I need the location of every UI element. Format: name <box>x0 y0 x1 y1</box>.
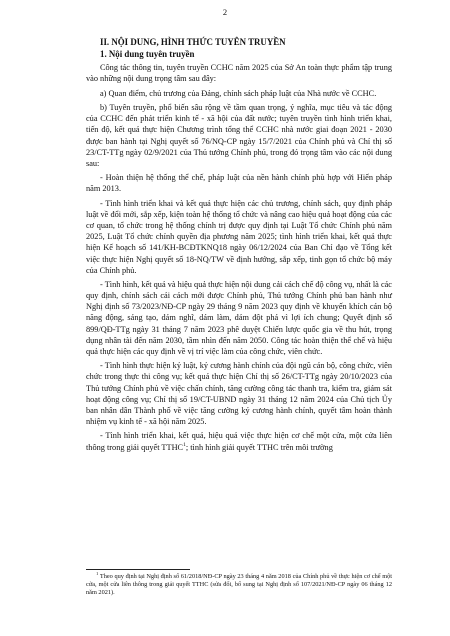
footnote-divider <box>86 569 190 570</box>
paragraph-bullet-institutions: - Hoàn thiện hệ thống thể chế, pháp luật của nền hành chính phù hợp với Hiến pháp năm 2013. <box>86 173 392 194</box>
footnote-reference: 1 <box>183 441 186 448</box>
page-body <box>86 37 392 456</box>
footnote <box>86 570 392 597</box>
paragraph-one-stop-text: - Tình hình triển khai, kết quả, hiệu quả việc thực hiện cơ chế một cửa, một cửa liên thông trong giải quyết TTHC <box>86 431 392 452</box>
paragraph-b: b) Tuyên truyền, phổ biến sâu rộng về tầm quan trọng, ý nghĩa, mục tiêu và tác động của CCHC đến phát triển kinh tế - xã hội của đất nước; tuyên truyền tình hình triển khai, tiến độ, kết quả thực hiện Chương trình tổng thể CCHC nhà nước giai đoạn 2021 - 2030 được ban hành tại Nghị quyết số 76/NQ-CP ngày 15/7/2021 của Chính phủ và Chỉ thị số 23/CT-TTg ngày 02/9/2021 của Thủ tướng Chính phủ, trong đó trọng tâm vào các nội dung sau: <box>86 103 392 168</box>
page-number: 2 <box>222 7 228 17</box>
paragraph-a: a) Quan điểm, chủ trương của Đảng, chính sách pháp luật của Nhà nước về CCHC. <box>100 88 377 98</box>
paragraph-bullet-organization: - Tình hình triển khai và kết quả thực hiện các chủ trương, chính sách, quy định pháp luật về đổi mới, sắp xếp, kiện toàn hệ thống tổ chức và nâng cao hiệu quả hoạt động của các cơ quan, tổ chức trong hệ thống chính trị được quy định tại Luật Tổ chức Chính phủ năm 2025, Luật Tổ chức chính quyền địa phương năm 2025; tình hình triển khai, kết quả thực hiện Kế hoạch số 141/KH-BCĐTKNQ18 ngày 06/12/2024 của Ban Chỉ đạo về Tổng kết việc thực hiện Nghị quyết số 18-NQ/TW về định hướng, sắp xếp, tinh gọn tổ chức bộ máy của Chính phủ. <box>86 199 392 275</box>
paragraph-bullet-civil-service: - Tình hình, kết quả và hiệu quả thực hiện nội dung cải cách chế độ công vụ, nhất là các quy định, chính sách cải cách mới được Chính phủ, Thủ tướng Chính phủ ban hành như Nghị định số 73/2023/NĐ-CP ngày 29 tháng 9 năm 2023 quy định về khuyến khích cán bộ năng động, sáng tạo, dám nghĩ, dám làm, dám đột phá vì lợi ích chung; Quyết định số 899/QĐ-TTg ngày 31 tháng 7 năm 2023 phê duyệt Chiến lược quốc gia về thu hút, trọng dụng nhân tài đến năm 2030, tầm nhìn đến năm 2050. Công tác hoàn thiện thể chế và hiệu quả thực hiện các quy định về vị trí việc làm của công chức, viên chức. <box>86 280 392 356</box>
paragraph-bullet-discipline: - Tình hình thực hiện kỷ luật, kỷ cương hành chính của đội ngũ cán bộ, công chức, viên chức trong thực thi công vụ; kết quả thực hiện Chỉ thị số 26/CT-TTg ngày 20/10/2023 của Thủ tướng Chính phủ về việc chấn chỉnh, tăng cường công tác thanh tra, kiểm tra, giám sát hoạt động công vụ; Chỉ thị số 19/CT-UBND ngày 31 tháng 12 năm 2024 của Chủ tịch Ủy ban nhân dân Thành phố về việc tăng cường kỷ cương hành chính, quyết tâm hoàn thành nhiệm vụ kinh tế - xã hội năm 2025. <box>86 361 392 426</box>
footnote-marker: 1 <box>96 570 99 576</box>
footnote-text: Theo quy định tại Nghị định số 61/2018/NĐ-CP ngày 23 tháng 4 năm 2018 của Chính phủ về thực hiện cơ chế một cửa, một cửa liên thông trong giải quyết TTHC (sửa đổi, bổ sung tại Nghị định số 107/2021/NĐ-CP ngày 06 tháng 12 năm 2021). <box>86 573 392 597</box>
paragraph-one-stop-continuation: ; tình hình giải quyết TTHC trên môi trường <box>185 442 333 452</box>
paragraph-intro: Công tác thông tin, tuyên truyền CCHC năm 2025 của Sở An toàn thực phẩm tập trung vào những nội dung trọng tâm sau đây: <box>86 63 392 84</box>
section-heading: II. NỘI DUNG, HÌNH THỨC TUYÊN TRUYỀN <box>100 37 286 47</box>
paragraph-bullet-one-stop <box>86 430 392 452</box>
subsection-heading: 1. Nội dung tuyên truyền <box>100 49 195 59</box>
